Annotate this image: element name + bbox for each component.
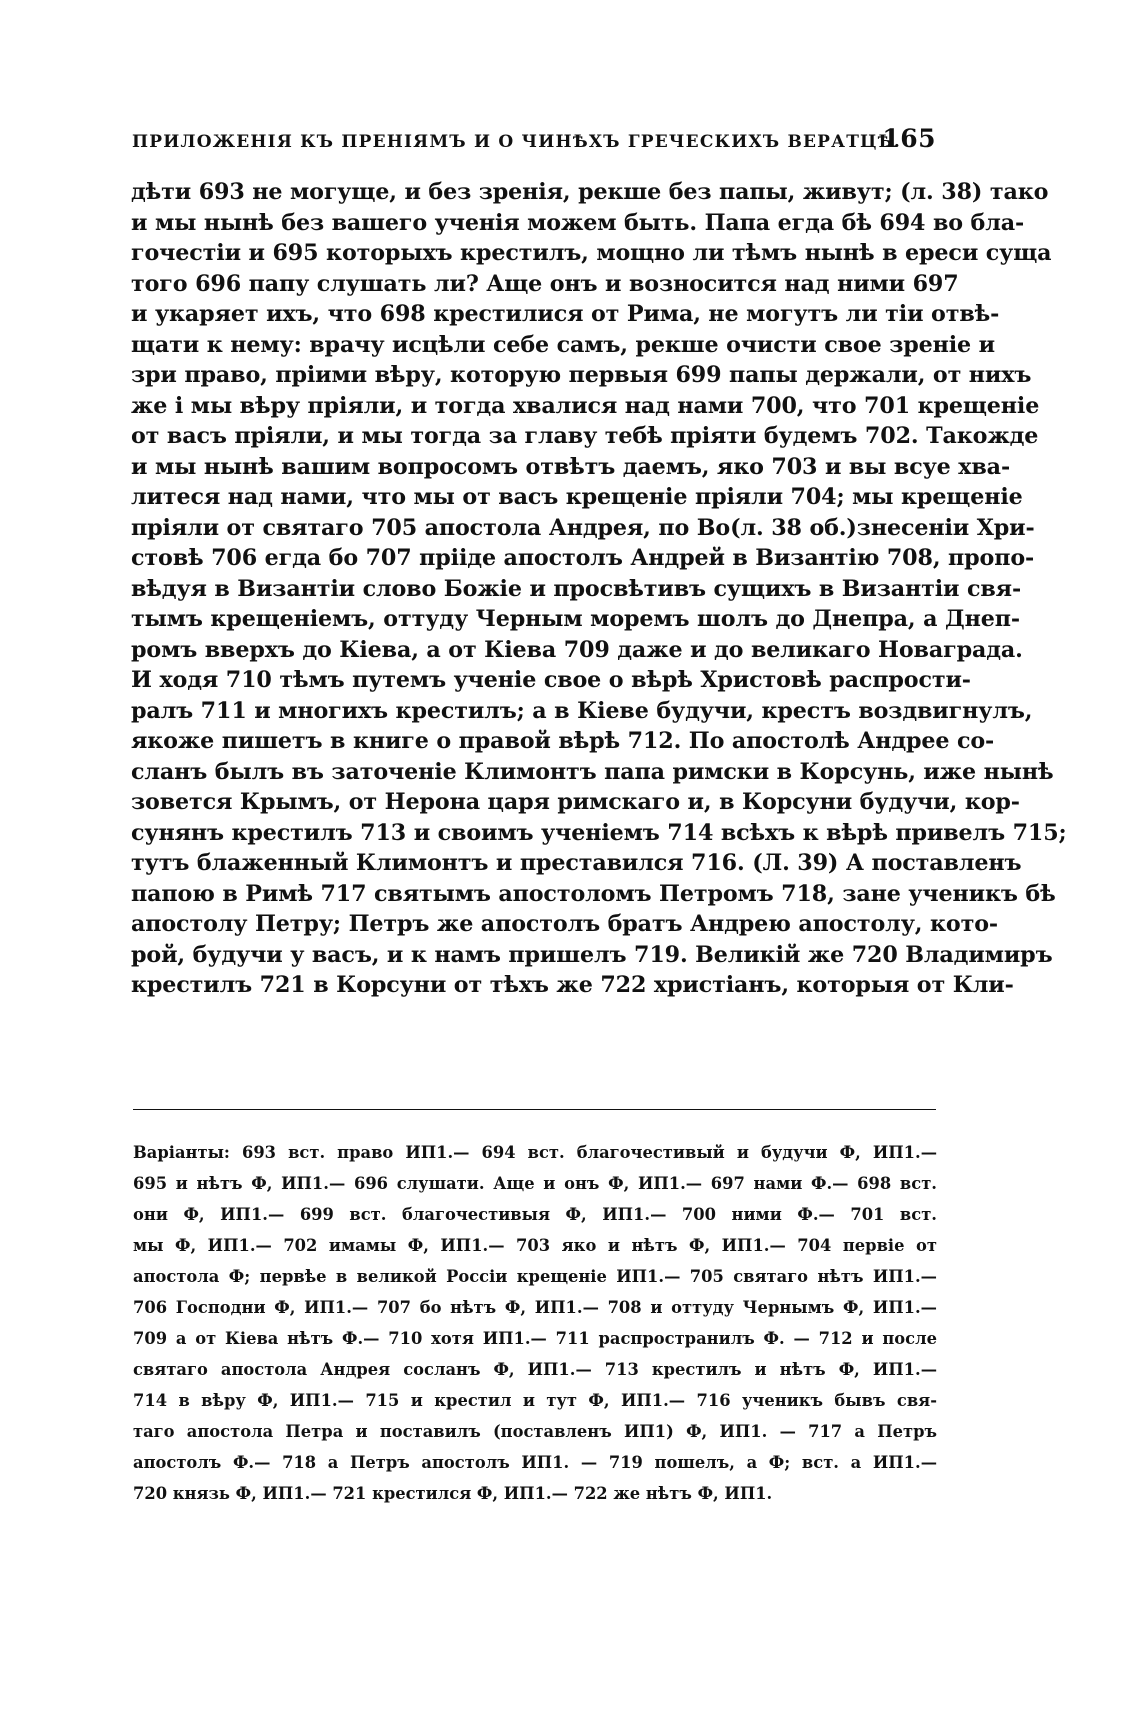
running-title: ПРИЛОЖЕНІЯ КЪ ПРЕНІЯМЪ И О ЧИНѢХЪ ГРЕЧЕСКИХЪ ВЕРАТЦѢ. [132,132,901,152]
footnote-line: 709 а от Кіева нѣтъ Ф.— 710 хотя ИП1.— 711 распространилъ Ф. — 712 и после [133,1329,937,1348]
main-text [131,177,1067,1001]
footnote-line: они Ф, ИП1.— 699 вст. благочестивыя Ф, ИП1.— 700 ними Ф.— 701 вст. [133,1205,937,1224]
footnote-divider [133,1109,936,1110]
text-line: якоже пишетъ в книге о правой вѣрѣ 712. По апостолѣ Андрее со- [131,728,995,754]
footnote-line: 714 в вѣру Ф, ИП1.— 715 и крестил и тут Ф, ИП1.— 716 ученикъ бывъ свя- [133,1391,937,1410]
text-line: стовѣ 706 егда бо 707 прііде апостолъ Андрей в Византію 708, пропо- [131,545,1035,571]
footnote-line: святаго апостола Андрея сосланъ Ф, ИП1.— 713 крестилъ и нѣтъ Ф, ИП1.— [133,1360,937,1379]
text-line: рой, будучи у васъ, и к намъ пришелъ 719. Великій же 720 Владимиръ [131,941,1053,968]
text-line: и укаряет ихъ, что 698 крестилися от Рима, не могутъ ли тіи отвѣ- [131,301,1000,327]
text-line: апостолу Петру; Петръ же апостолъ братъ Андрею апостолу, кото- [131,911,998,937]
text-line: от васъ пріяли, и мы тогда за главу тебѣ пріяти будемъ 702. Такожде [131,423,1039,449]
text-line: папою в Римѣ 717 святымъ апостоломъ Петромъ 718, зане ученикъ бѣ [131,880,1056,907]
text-line: пріяли от святаго 705 апостола Андрея, по Во(л. 38 об.)знесеніи Хри- [131,514,1035,541]
footnote-line: апостола Ф; первѣе в великой Россіи крещеніе ИП1.— 705 святаго нѣтъ ИП1.— [133,1267,937,1286]
text-line: ралъ 711 и многихъ крестилъ; а в Кіеве будучи, крестъ воздвигнулъ, [131,697,1033,724]
footnote-line: таго апостола Петра и поставилъ (поставленъ ИП1) Ф, ИП1. — 717 а Петръ [133,1422,937,1441]
text-line: тутъ блаженный Климонтъ и преставился 716. (Л. 39) А поставленъ [131,850,1022,876]
footnote-line: 706 Господни Ф, ИП1.— 707 бо нѣтъ Ф, ИП1.— 708 и оттуду Чернымъ Ф, ИП1.— [133,1298,937,1317]
running-header [132,124,936,158]
text-line: крестилъ 721 в Корсуни от тѣхъ же 722 христіанъ, которыя от Кли- [131,972,1014,998]
text-line: дѣти 693 не могуще, и без зренія, рекше без папы, живут; (л. 38) тако [131,179,1049,205]
text-line: же і мы вѣру пріяли, и тогда хвалися над нами 700, что 701 крещеніе [131,392,1040,419]
page-number: 165 [882,124,936,153]
text-line: гочестіи и 695 которыхъ крестилъ, мощно ли тѣмъ нынѣ в ереси суща [131,240,1052,266]
text-line: И ходя 710 тѣмъ путемъ ученіе свое о вѣрѣ Христовѣ распрости- [131,667,971,693]
text-line: литеся над нами, что мы от васъ крещеніе пріяли 704; мы крещеніе [131,484,1023,510]
text-line: щати к нему: врачу исцѣли себе самъ, рекше очисти свое зреніе и [131,331,995,358]
footnote-line: 695 и нѣтъ Ф, ИП1.— 696 слушати. Аще и онъ Ф, ИП1.— 697 нами Ф.— 698 вст. [133,1174,937,1193]
text-line: ромъ вверхъ до Кіева, а от Кіева 709 даже и до великаго Новаграда. [131,636,1023,663]
footnote-line: 720 князь Ф, ИП1.— 721 крестился Ф, ИП1.— 722 же нѣтъ Ф, ИП1. [133,1484,773,1503]
variant-readings [133,1137,937,1509]
footnote-line: апостолъ Ф.— 718 а Петръ апостолъ ИП1. — 719 пошелъ, а Ф; вст. а ИП1.— [133,1453,937,1472]
text-line: того 696 папу слушать ли? Аще онъ и возносится над ними 697 [131,270,959,297]
text-line: сунянъ крестилъ 713 и своимъ ученіемъ 714 всѣхъ к вѣрѣ привелъ 715; [131,819,1067,846]
text-line: зовется Крымъ, от Нерона царя римскаго и, в Корсуни будучи, кор- [131,789,1020,815]
text-line: вѣдуя в Византіи слово Божіе и просвѣтивъ сущихъ в Византіи свя- [131,575,1022,602]
text-line: и мы нынѣ вашим вопросомъ отвѣтъ даемъ, яко 703 и вы всуе хва- [131,453,1011,480]
text-line: тымъ крещеніемъ, оттуду Черным моремъ шолъ до Днепра, а Днеп- [131,606,1020,632]
footnote-line: Варіанты: 693 вст. право ИП1.— 694 вст. благочестивый и будучи Ф, ИП1.— [133,1143,937,1162]
text-line: зри право, пріими вѣру, которую первыя 699 папы держали, от нихъ [131,362,1032,388]
text-line: сланъ былъ въ заточеніе Климонтъ папа римски в Корсунь, иже нынѣ [131,758,1054,785]
text-line: и мы нынѣ без вашего ученія можем быть. Папа егда бѣ 694 во бла- [131,209,1025,236]
footnote-line: мы Ф, ИП1.— 702 имамы Ф, ИП1.— 703 яко и нѣтъ Ф, ИП1.— 704 первіе от [133,1236,937,1255]
